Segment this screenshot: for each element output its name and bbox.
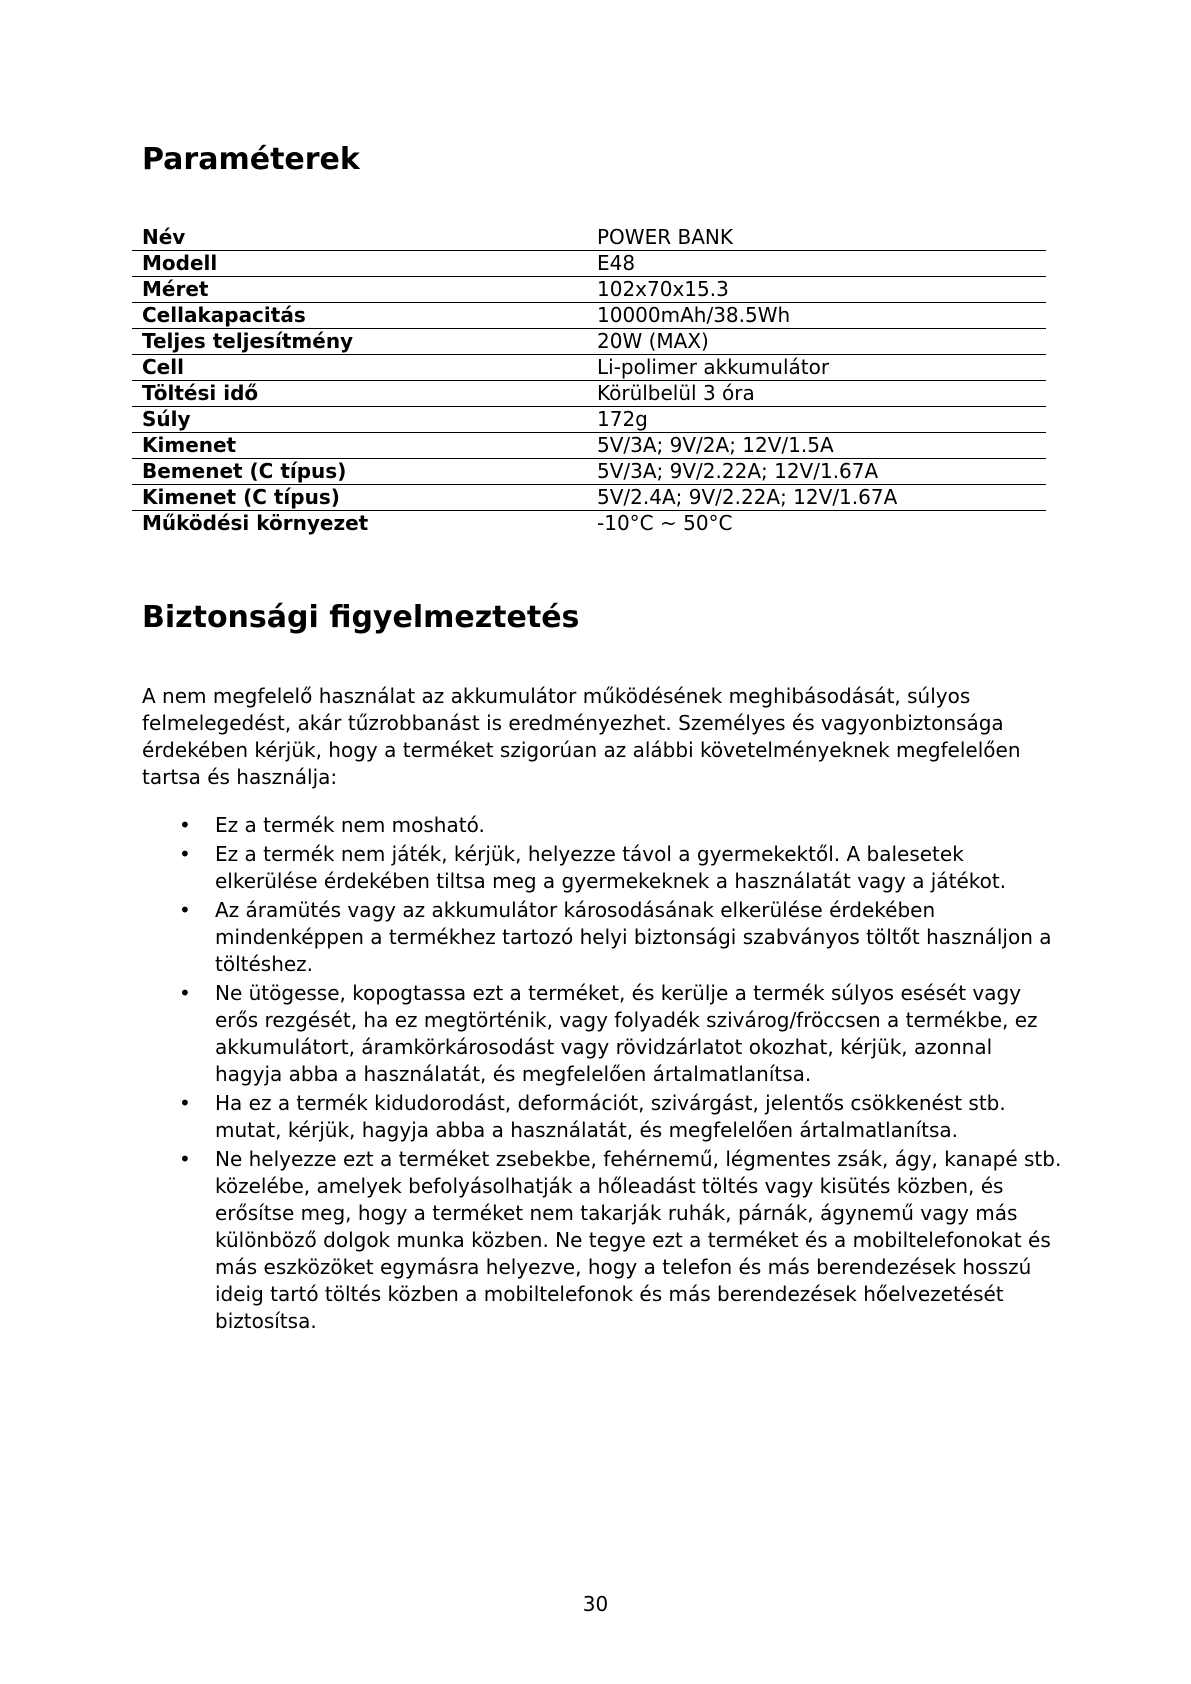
table-row [132, 355, 1046, 381]
list-item [142, 1090, 1062, 1144]
parameters-heading: Paraméterek [142, 142, 360, 177]
bullet-icon: • [179, 842, 191, 866]
param-label: Bemenet (C típus) [132, 459, 589, 485]
param-value: 102x70x15.3 [589, 277, 1046, 303]
param-label: Kimenet [132, 433, 589, 459]
param-label: Méret [132, 277, 589, 303]
safety-heading: Biztonsági figyelmeztetés [142, 600, 580, 635]
list-item [142, 980, 1062, 1088]
param-value: 5V/2.4A; 9V/2.22A; 12V/1.67A [589, 485, 1046, 511]
param-value: 20W (MAX) [589, 329, 1046, 355]
list-item [142, 812, 1062, 839]
page-number: 30 [582, 1592, 609, 1616]
bullet-icon: • [179, 981, 191, 1005]
bullet-icon: • [179, 1147, 191, 1171]
param-value: 5V/3A; 9V/2A; 12V/1.5A [589, 433, 1046, 459]
table-row [132, 433, 1046, 459]
table-row [132, 511, 1046, 537]
table-row [132, 407, 1046, 433]
bullet-icon: • [179, 813, 191, 837]
list-item [142, 1146, 1062, 1335]
param-value: E48 [589, 251, 1046, 277]
parameters-table [132, 225, 1046, 536]
param-value: -10°C ~ 50°C [597, 511, 733, 535]
table-row [132, 329, 1046, 355]
param-label: Teljes teljesítmény [132, 329, 589, 355]
table-row [132, 277, 1046, 303]
warning-text: Ne ütögesse, kopogtassa ezt a terméket, és kerülje a termék súlyos esését vagy erős rezgését, ha ez megtörténik, vagy folyadék szivárog/fröccsen a termékbe, ez akkumulátort, áramkörkárosodást vagy rövidzárlatot okozhat, kérjük, azonnal hagyja abba a használatát, és megfelelően ártalmatlanítsa. [215, 981, 1038, 1086]
param-label: Modell [132, 251, 589, 277]
safety-intro-paragraph: A nem megfelelő használat az akkumulátor működésének meghibásodását, súlyos felmelegedést, akár tűzrobbanást is eredményezhet. Személyes és vagyonbiztonsága érdekében kérjük, hogy a terméket szigorúan az alábbi követelményeknek megfelelően tartsa és használja: [142, 684, 1021, 789]
param-label: Név [132, 225, 589, 251]
param-label: Súly [132, 407, 589, 433]
param-label: Töltési idő [132, 381, 589, 407]
param-value: 5V/3A; 9V/2.22A; 12V/1.67A [589, 459, 1046, 485]
safety-warning-list [142, 812, 1062, 1337]
warning-text: Az áramütés vagy az akkumulátor károsodásának elkerülése érdekében mindenképpen a termékhez tartozó helyi biztonsági szabványos töltőt használjon a töltéshez. [215, 898, 1052, 976]
table-row [132, 251, 1046, 277]
param-value: 172g [589, 407, 1046, 433]
param-label: Cell [132, 355, 589, 381]
param-value: Li-polimer akkumulátor [589, 355, 1046, 381]
list-item [142, 841, 1062, 895]
bullet-icon: • [179, 898, 191, 922]
table-row [132, 303, 1046, 329]
bullet-icon: • [179, 1091, 191, 1115]
warning-text: Ne helyezze ezt a terméket zsebekbe, fehérnemű, légmentes zsák, ágy, kanapé stb. közelébe, amelyek befolyásolhatják a hőleadást töltés vagy kisütés közben, és erősítse meg, hogy a terméket nem takarják ruhák, párnák, ágynemű vagy más különböző dolgok munka közben. Ne tegye ezt a terméket és a mobiltelefonokat és más eszközöket egymásra helyezve, hogy a telefon és más berendezések hosszú ideig tartó töltés közben a mobiltelefonok és más berendezések hőelvezetését biztosítsa. [215, 1147, 1062, 1333]
param-value: POWER BANK [589, 225, 1046, 251]
param-label: Cellakapacitás [132, 303, 589, 329]
param-label: Működési környezet [142, 511, 369, 535]
warning-text: Ez a termék nem mosható. [215, 813, 485, 837]
table-row [132, 485, 1046, 511]
warning-text: Ez a termék nem játék, kérjük, helyezze távol a gyermekektől. A balesetek elkerülése érdekében tiltsa meg a gyermekeknek a használatát vagy a játékot. [215, 842, 1007, 893]
table-row [132, 459, 1046, 485]
warning-text: Ha ez a termék kidudorodást, deformációt, szivárgást, jelentős csökkenést stb. mutat, kérjük, hagyja abba a használatát, és megfelelően ártalmatlanítsa. [215, 1091, 1006, 1142]
param-value: Körülbelül 3 óra [589, 381, 1046, 407]
list-item [142, 897, 1062, 978]
table-row [132, 225, 1046, 251]
param-label: Kimenet (C típus) [132, 485, 589, 511]
param-value: 10000mAh/38.5Wh [589, 303, 1046, 329]
table-row [132, 381, 1046, 407]
